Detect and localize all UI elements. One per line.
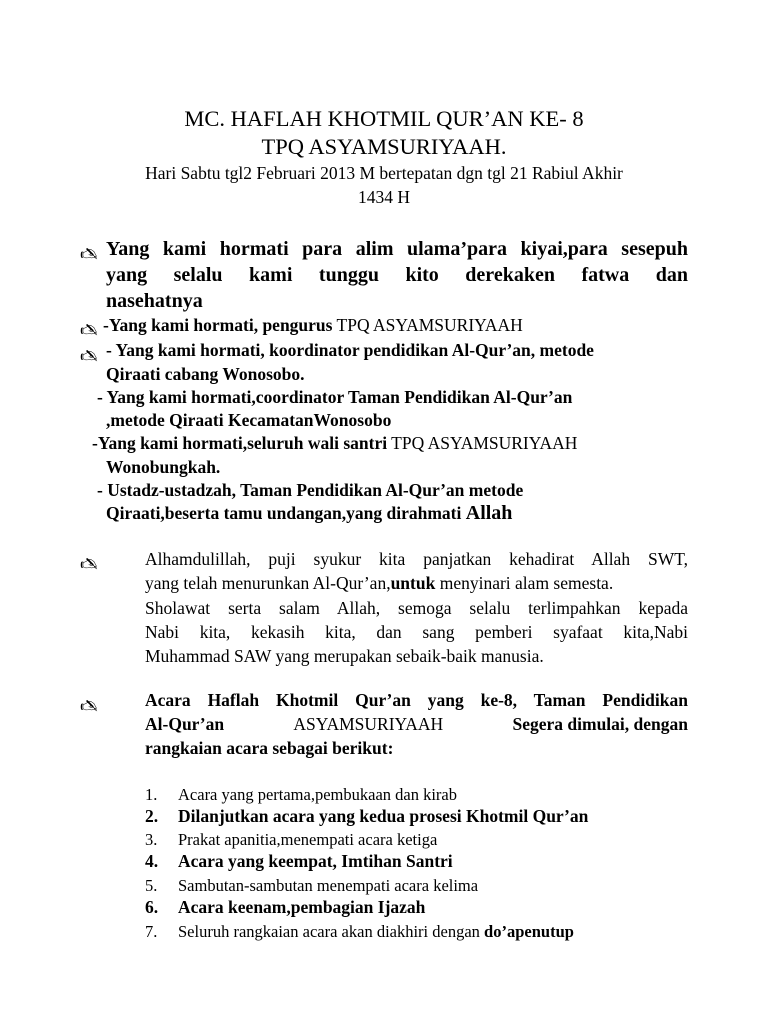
list-item-text	[178, 922, 574, 942]
greeting-pengurus	[103, 315, 523, 336]
greeting-wali-label: -Yang kami hormati,seluruh wali santri	[92, 433, 388, 453]
list-item	[0, 897, 768, 921]
greeting-ustadz-line1: - Ustadz-ustadzah, Taman Pendidikan Al-Qur’an metode	[97, 480, 524, 500]
opening-line1: Alhamdulillah, puji syukur kita panjatkan kehadirat Allah SWT,	[145, 549, 688, 569]
agenda-intro-alquran: Al-Qur’an	[145, 714, 225, 734]
list-item-number: 1.	[145, 785, 158, 804]
list-item	[0, 922, 768, 944]
opening-line2-a: yang telah menurunkan Al-Qur’an,	[145, 573, 391, 593]
list-item-number: 2.	[145, 806, 159, 826]
opening-line4: Nabi kita, kekasih kita, dan sang pemberi syafaat kita,Nabi	[145, 622, 688, 642]
greeting-pengurus-org: TPQ ASYAMSURIYAAH	[336, 315, 523, 335]
list-item-text: Prakat apanitia,menempati acara ketiga	[178, 830, 438, 849]
list-item	[0, 851, 768, 875]
opening-line2	[145, 573, 613, 594]
greeting-ustadz-text: Qiraati,beserta tamu undangan,yang dirahmati	[106, 503, 462, 523]
greeting-wali-org: TPQ ASYAMSURIYAAH	[391, 433, 578, 453]
list-item-text: Acara keenam,pembagian Ijazah	[178, 897, 426, 917]
list-item-number: 4.	[145, 851, 159, 871]
list-item-text-main: Seluruh rangkaian acara akan diakhiri dengan	[178, 922, 480, 941]
event-date-line: Hari Sabtu tgl2 Februari 2013 M bertepatan dgn tgl 21 Rabiul Akhir	[145, 163, 623, 183]
list-item-number: 5.	[145, 876, 158, 895]
greeting-ulama-line1: Yang kami hormati para alim ulama’para kiyai,para sesepuh	[106, 238, 688, 260]
list-item-text-bold: do’apenutup	[484, 922, 574, 941]
pointing-hand-icon: 🖎	[80, 323, 98, 339]
agenda-intro-line3: rangkaian acara sebagai berikut:	[145, 738, 394, 758]
greeting-allah: Allah	[465, 502, 513, 524]
event-date-hijri: 1434 H	[357, 187, 410, 207]
pointing-hand-icon: 🖎	[80, 349, 98, 365]
greeting-ulama-line2: yang selalu kami tunggu kito derekaken fatwa dan	[106, 264, 688, 286]
list-item-text: Sambutan-sambutan menempati acara kelima	[178, 876, 479, 895]
list-item-text: Dilanjutkan acara yang kedua prosesi Khotmil Qur’an	[178, 806, 589, 826]
greeting-ustadz-line2	[106, 502, 512, 525]
document-subtitle: TPQ ASYAMSURIYAAH.	[261, 134, 507, 159]
greeting-pengurus-label: -Yang kami hormati, pengurus	[103, 315, 333, 335]
greeting-koordinator-line2: Qiraati cabang Wonosobo.	[106, 364, 305, 384]
list-item	[0, 830, 768, 852]
list-item	[0, 876, 768, 898]
pointing-hand-icon: 🖎	[80, 699, 98, 715]
document-title: MC. HAFLAH KHOTMIL QUR’AN KE- 8	[184, 106, 584, 131]
opening-line2-b: untuk	[390, 573, 436, 593]
list-item-text: Acara yang pertama,pembukaan dan kirab	[178, 785, 457, 804]
agenda-intro-line1: Acara Haflah Khotmil Qur’an yang ke-8, Taman Pendidikan	[145, 690, 688, 710]
greeting-wali-santri	[92, 433, 577, 454]
list-item	[0, 806, 768, 830]
list-item-number: 3.	[145, 830, 158, 849]
agenda-intro-start: Segera dimulai, dengan	[512, 714, 688, 734]
list-item-number: 6.	[145, 897, 159, 917]
greeting-koordinator-line1: - Yang kami hormati, koordinator pendidikan Al-Qur’an, metode	[106, 340, 594, 360]
list-item-number: 7.	[145, 922, 158, 941]
pointing-hand-icon: 🖎	[80, 247, 98, 263]
list-item-text: Acara yang keempat, Imtihan Santri	[178, 851, 453, 871]
agenda-intro-line2	[145, 714, 688, 735]
agenda-intro-org: ASYAMSURIYAAH	[293, 714, 444, 734]
opening-line5: Muhammad SAW yang merupakan sebaik-baik manusia.	[145, 646, 544, 666]
opening-line3: Sholawat serta salam Allah, semoga selalu terlimpahkan kepada	[145, 598, 688, 618]
opening-line2-c: menyinari alam semesta.	[439, 573, 614, 593]
greeting-wali-line2: Wonobungkah.	[106, 457, 221, 477]
greeting-coordinator-line1: - Yang kami hormati,coordinator Taman Pendidikan Al-Qur’an	[97, 387, 573, 407]
list-item	[0, 785, 768, 807]
greeting-ulama-line3: nasehatnya	[106, 290, 203, 312]
greeting-coordinator-line2: ,metode Qiraati KecamatanWonosobo	[106, 410, 392, 430]
pointing-hand-icon: 🖎	[80, 557, 98, 573]
